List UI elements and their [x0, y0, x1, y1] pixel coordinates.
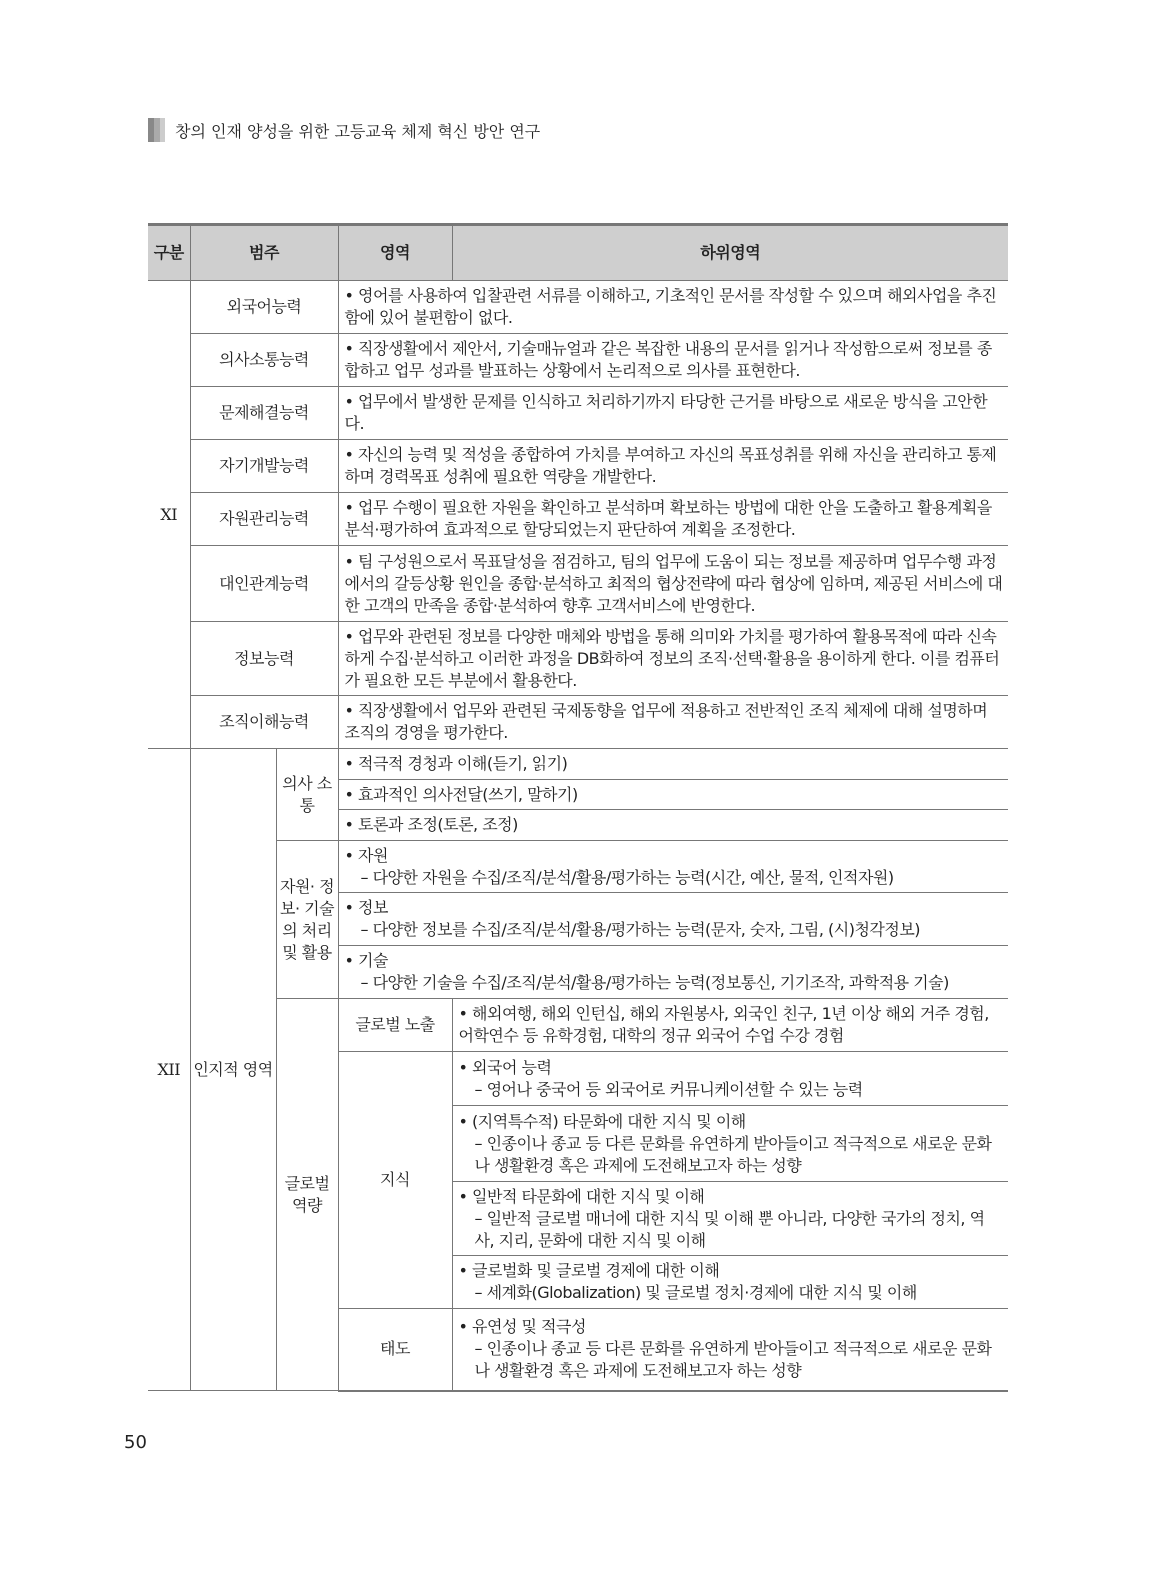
description-cell: • 토론과 조정(토론, 조정) [338, 810, 1008, 841]
table-row [148, 749, 1008, 780]
table-row [148, 696, 1008, 749]
table-row [148, 440, 1008, 493]
area-cell: 글로벌 역량 [276, 999, 338, 1391]
subarea-label: 글로벌 노출 [338, 999, 452, 1052]
group-label: XI [148, 281, 190, 749]
description-cell: • 업무에서 발생한 문제를 인식하고 처리하기까지 타당한 근거를 바탕으로 새로운 방식을 고안한다. [338, 387, 1008, 440]
text-line: – 다양한 정보를 수집/조직/분석/활용/평가하는 능력(문자, 숫자, 그림, (시)청각정보) [360, 920, 921, 939]
category-cell: 대인관계능력 [190, 546, 338, 622]
description-cell [452, 1309, 1008, 1391]
text-line: • 글로벌화 및 글로벌 경제에 대한 이해 [458, 1261, 720, 1280]
description-cell [338, 893, 1008, 946]
text-line: • 자원 [344, 845, 388, 865]
description-cell [452, 1052, 1008, 1106]
col-category: 범주 [190, 225, 338, 281]
group-label: XII [148, 749, 190, 1391]
text-line: – 일반적 글로벌 매너에 대한 지식 및 이해 뿐 아니라, 다양한 국가의 정치, 역사, 지리, 문화에 대한 지식 및 이해 [474, 1208, 985, 1250]
text-line: – 영어나 중국어 등 외국어로 커뮤니케이션할 수 있는 능력 [474, 1079, 863, 1099]
description-cell [452, 1106, 1008, 1182]
category-cell: 자기개발능력 [190, 440, 338, 493]
description-cell: • 팀 구성원으로서 목표달성을 점검하고, 팀의 업무에 도움이 되는 정보를 제공하며 업무수행 과정에서의 갈등상황 원인을 종합·분석하고 최적의 협상전략에 따라 협상에 임하며, 제공된 서비스에 대한 고객의 만족을 종합·분석하여 향후 고객서비스에 반영한다. [338, 546, 1008, 622]
description-cell: • 효과적인 의사전달(쓰기, 말하기) [338, 780, 1008, 810]
running-header [148, 118, 540, 142]
text-line: – 다양한 기술을 수집/조직/분석/활용/평가하는 능력(정보통신, 기기조작, 과학적용 기술) [360, 973, 949, 992]
text-line: • 기술 [344, 951, 388, 970]
category-cell: 문제해결능력 [190, 387, 338, 440]
description-cell [338, 841, 1008, 893]
category-cell: 자원관리능력 [190, 493, 338, 546]
page-number: 50 [124, 1432, 147, 1453]
table-row [148, 622, 1008, 696]
competency-table [148, 223, 1008, 1392]
description-cell: • 해외여행, 해외 인턴십, 해외 자원봉사, 외국인 친구, 1년 이상 해외 거주 경험, 어학연수 등 유학경험, 대학의 정규 외국어 수업 수강 경험 [452, 999, 1008, 1052]
description-cell: • 적극적 경청과 이해(듣기, 읽기) [338, 749, 1008, 780]
table-header [148, 225, 1008, 281]
description-cell: • 영어를 사용하여 입찰관련 서류를 이해하고, 기초적인 문서를 작성할 수 있으며 해외사업을 추진함에 있어 불편함이 없다. [338, 281, 1008, 334]
text-line: – 다양한 자원을 수집/조직/분석/활용/평가하는 능력(시간, 예산, 물적, 인적자원) [360, 867, 894, 887]
category-cell: 정보능력 [190, 622, 338, 696]
category-cell: 외국어능력 [190, 281, 338, 334]
table-row [148, 334, 1008, 387]
category-cell: 인지적 영역 [190, 749, 276, 1391]
text-line: • 일반적 타문화에 대한 지식 및 이해 [458, 1186, 705, 1206]
text-line: • 유연성 및 적극성 [458, 1317, 586, 1337]
category-cell: 의사소통능력 [190, 334, 338, 387]
col-area: 영역 [338, 225, 452, 281]
table-row [148, 999, 1008, 1052]
description-cell [452, 1182, 1008, 1256]
table-row [148, 493, 1008, 546]
description-cell: • 업무와 관련된 정보를 다양한 매체와 방법을 통해 의미와 가치를 평가하여 활용목적에 따라 신속하게 수집·분석하고 이러한 과정을 DB화하여 정보의 조직·선택·활용을 용이하게 한다. 이를 컴퓨터가 필요한 모든 부분에서 활용한다. [338, 622, 1008, 696]
text-line: – 인종이나 종교 등 다른 문화를 유연하게 받아들이고 적극적으로 새로운 문화나 생활환경 혹은 과제에 도전해보고자 하는 성향 [474, 1339, 992, 1381]
text-line: – 인종이나 종교 등 다른 문화를 유연하게 받아들이고 적극적으로 새로운 문화나 생활환경 혹은 과제에 도전해보고자 하는 성향 [474, 1133, 992, 1175]
description-cell: • 직장생활에서 업무와 관련된 국제동향을 업무에 적용하고 전반적인 조직 체제에 대해 설명하며 조직의 경영을 평가한다. [338, 696, 1008, 749]
area-cell: 자원· 정보· 기술의 처리 및 활용 [276, 841, 338, 999]
description-cell: • 업무 수행이 필요한 자원을 확인하고 분석하며 확보하는 방법에 대한 안을 도출하고 활용계획을 분석·평가하여 효과적으로 할당되었는지 판단하여 계획을 조정한다. [338, 493, 1008, 546]
header-title: 창의 인재 양성을 위한 고등교육 체제 혁신 방안 연구 [175, 121, 541, 141]
text-line: • (지역특수적) 타문화에 대한 지식 및 이해 [458, 1111, 746, 1131]
table-row [148, 387, 1008, 440]
text-line: • 정보 [344, 898, 388, 917]
table-row [148, 281, 1008, 334]
description-cell [338, 946, 1008, 999]
description-cell: • 자신의 능력 및 적성을 종합하여 가치를 부여하고 자신의 목표성취를 위해 자신을 관리하고 통제하며 경력목표 성취에 필요한 역량을 개발한다. [338, 440, 1008, 493]
text-line: – 세계화(Globalization) 및 글로벌 정치·경제에 대한 지식 및 이해 [474, 1283, 917, 1302]
header-bar-icon [148, 118, 165, 142]
table-row [148, 841, 1008, 893]
col-subarea: 하위영역 [452, 225, 1008, 281]
subarea-label: 지식 [338, 1052, 452, 1309]
table-row [148, 546, 1008, 622]
subarea-label: 태도 [338, 1309, 452, 1391]
category-cell: 조직이해능력 [190, 696, 338, 749]
description-cell: • 직장생활에서 제안서, 기술매뉴얼과 같은 복잡한 내용의 문서를 읽거나 작성함으로써 정보를 종합하고 업무 성과를 발표하는 상황에서 논리적으로 의사를 표현한다. [338, 334, 1008, 387]
col-gubun: 구분 [148, 225, 190, 281]
text-line: • 외국어 능력 [458, 1057, 552, 1077]
description-cell [452, 1256, 1008, 1309]
area-cell: 의사 소통 [276, 749, 338, 841]
